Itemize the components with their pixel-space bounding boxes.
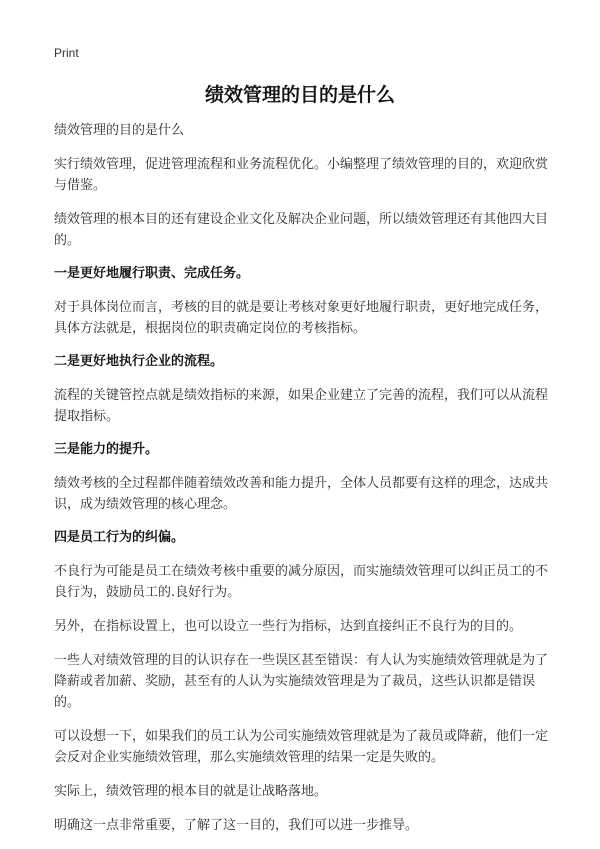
section-heading: 四是员工行为的纠偏。 bbox=[54, 530, 185, 545]
paragraph: 明确这一点非常重要，了解了这一目的，我们可以进一步推导。 bbox=[54, 818, 419, 833]
intro-paragraph: 绩效管理的目的是什么 bbox=[54, 123, 185, 138]
paragraph: 流程的关键管控点就是绩效指标的来源，如果企业建立了完善的流程，我们可以从流程提取指标。 bbox=[54, 388, 549, 424]
section-heading: 一是更好地履行职责、完成任务。 bbox=[54, 266, 250, 281]
paragraph: 实际上，绩效管理的根本目的就是让战略落地。 bbox=[54, 784, 328, 799]
section-heading: 二是更好地执行企业的流程。 bbox=[54, 354, 224, 369]
paragraph: 对于具体岗位而言，考核的目的就是要让考核对象更好地履行职责，更好地完成任务，具体方法就是，根据岗位的职责确定岗位的考核指标。 bbox=[54, 300, 549, 336]
paragraph: 绩效管理的根本目的还有建设企业文化及解决企业问题，所以绩效管理还有其他四大目的。 bbox=[54, 212, 549, 248]
paragraph: 一些人对绩效管理的目的认识存在一些误区甚至错误：有人认为实施绩效管理就是为了降薪或者加薪、奖励，甚至有的人认为实施绩效管理是为了裁员，这些认识都是错误的。 bbox=[54, 653, 549, 710]
paragraph: 可以设想一下，如果我们的员工认为公司实施绩效管理就是为了裁员或降薪，他们一定会反对企业实施绩效管理，那么实施绩效管理的结果一定是失败的。 bbox=[54, 729, 549, 765]
paragraph: 实行绩效管理，促进管理流程和业务流程优化。小编整理了绩效管理的目的，欢迎欣赏与借鉴。 bbox=[54, 157, 549, 193]
paragraph: 不良行为可能是员工在绩效考核中重要的减分原因，而实施绩效管理可以纠正员工的不良行为，鼓励员工的.良好行为。 bbox=[54, 564, 549, 600]
section-heading: 三是能力的提升。 bbox=[54, 442, 159, 457]
paragraph: 绩效考核的全过程都伴随着绩效改善和能力提升，全体人员都要有这样的理念，达成共识，成为绩效管理的核心理念。 bbox=[54, 476, 549, 512]
article-body bbox=[54, 120, 560, 849]
print-link[interactable]: Print bbox=[54, 46, 79, 60]
page-title: 绩效管理的目的是什么 bbox=[204, 84, 395, 106]
paragraph: 另外，在指标设置上，也可以设立一些行为指标，达到直接纠正不良行为的目的。 bbox=[54, 619, 523, 634]
